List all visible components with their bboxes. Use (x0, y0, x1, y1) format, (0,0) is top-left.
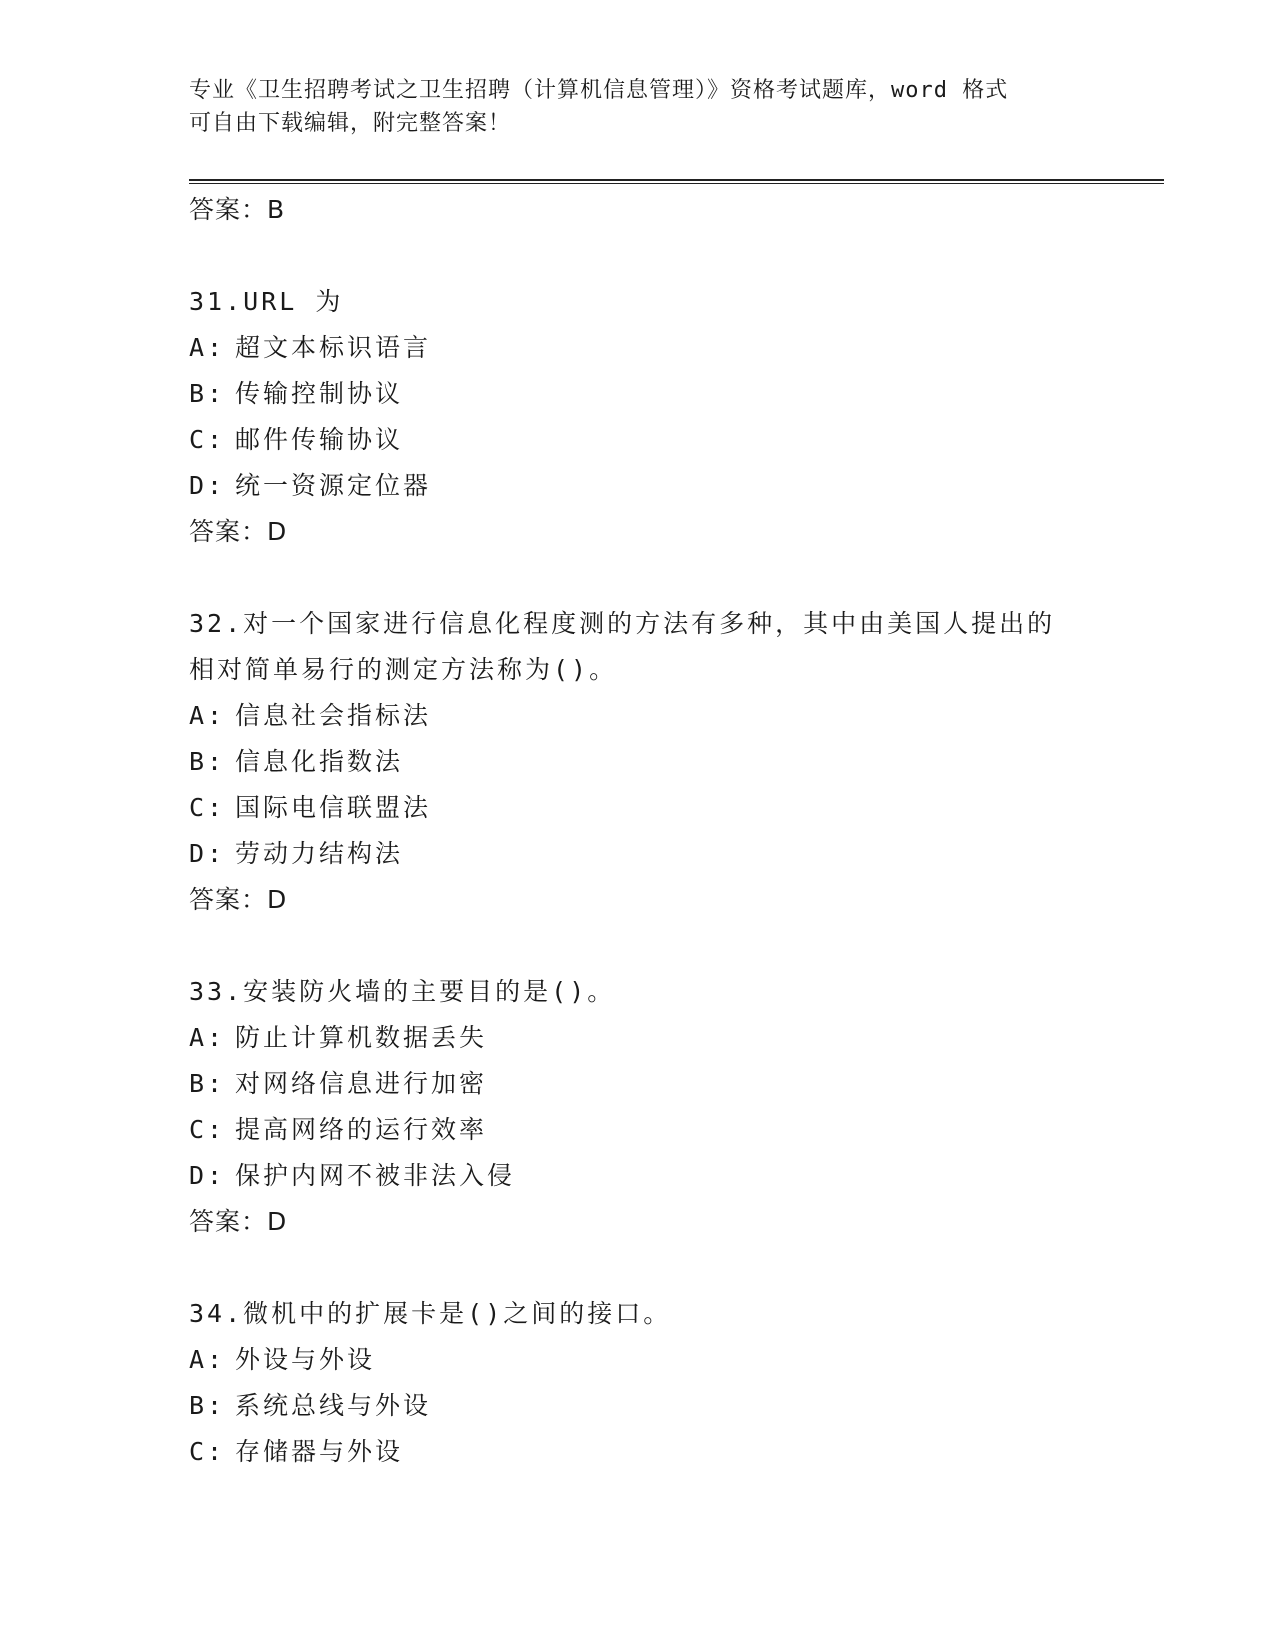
option-label: A: (189, 1023, 226, 1052)
option-text: 国际电信联盟法 (235, 793, 432, 822)
option-a (189, 1337, 1149, 1383)
answer-line: 答案：D (189, 1207, 288, 1236)
question-number: 32. (189, 609, 244, 638)
question-text: URL 为 (243, 287, 344, 316)
question-stem (189, 279, 1149, 325)
option-text: 信息社会指标法 (235, 701, 432, 730)
option-text: 保护内网不被非法入侵 (235, 1161, 516, 1190)
option-label: B: (189, 379, 226, 408)
option-c (189, 1107, 1149, 1153)
question-33 (189, 969, 1149, 1245)
option-label: B: (189, 1069, 226, 1098)
question-stem (189, 1291, 1149, 1337)
option-text: 外设与外设 (235, 1345, 376, 1374)
option-d (189, 831, 1149, 877)
question-number: 31. (189, 287, 244, 316)
option-text: 系统总线与外设 (235, 1391, 432, 1420)
question-text-line-2: 相对简单易行的测定方法称为()。 (189, 655, 618, 684)
question-stem (189, 601, 1149, 647)
option-label: A: (189, 333, 226, 362)
header-divider (189, 179, 1164, 184)
option-text: 信息化指数法 (235, 747, 404, 776)
answer-line: 答案：D (189, 517, 288, 546)
option-d (189, 463, 1149, 509)
document-header (189, 74, 1089, 140)
option-text: 传输控制协议 (235, 379, 404, 408)
question-stem (189, 969, 1149, 1015)
question-text: 安装防火墙的主要目的是()。 (243, 977, 616, 1006)
option-a (189, 1015, 1149, 1061)
spacer (189, 1245, 1149, 1291)
header-line-1: 专业《卫生招聘考试之卫生招聘（计算机信息管理）》资格考试题库，word 格式 (189, 78, 1009, 103)
option-c (189, 785, 1149, 831)
question-text: 微机中的扩展卡是()之间的接口。 (243, 1299, 672, 1328)
question-list (189, 187, 1149, 1475)
option-text: 劳动力结构法 (235, 839, 404, 868)
question-number: 33. (189, 977, 244, 1006)
option-label: D: (189, 471, 226, 500)
option-text: 邮件传输协议 (235, 425, 404, 454)
option-a (189, 693, 1149, 739)
question-text-line-1: 对一个国家进行信息化程度测的方法有多种，其中由美国人提出的 (243, 609, 1056, 638)
option-label: C: (189, 425, 226, 454)
question-31 (189, 279, 1149, 555)
option-label: D: (189, 1161, 226, 1190)
question-32 (189, 601, 1149, 923)
option-text: 对网络信息进行加密 (235, 1069, 488, 1098)
option-c (189, 417, 1149, 463)
spacer (189, 233, 1149, 279)
answer-line: 答案：B (189, 195, 286, 224)
spacer (189, 923, 1149, 969)
option-a (189, 325, 1149, 371)
option-text: 超文本标识语言 (235, 333, 432, 362)
option-label: B: (189, 1391, 226, 1420)
option-b (189, 371, 1149, 417)
option-label: A: (189, 701, 226, 730)
option-label: C: (189, 793, 226, 822)
answer-line: 答案：D (189, 885, 288, 914)
option-text: 防止计算机数据丢失 (235, 1023, 488, 1052)
option-c (189, 1429, 1149, 1475)
option-b (189, 739, 1149, 785)
question-stem-continued (189, 647, 1149, 693)
header-line-2: 可自由下载编辑，附完整答案！ (189, 111, 512, 136)
option-text: 统一资源定位器 (235, 471, 432, 500)
option-label: D: (189, 839, 226, 868)
option-label: B: (189, 747, 226, 776)
option-label: A: (189, 1345, 226, 1374)
option-b (189, 1061, 1149, 1107)
spacer (189, 555, 1149, 601)
question-number: 34. (189, 1299, 244, 1328)
option-label: C: (189, 1115, 226, 1144)
question-34 (189, 1291, 1149, 1475)
option-text: 提高网络的运行效率 (235, 1115, 488, 1144)
option-text: 存储器与外设 (235, 1437, 404, 1466)
option-d (189, 1153, 1149, 1199)
option-b (189, 1383, 1149, 1429)
option-label: C: (189, 1437, 226, 1466)
